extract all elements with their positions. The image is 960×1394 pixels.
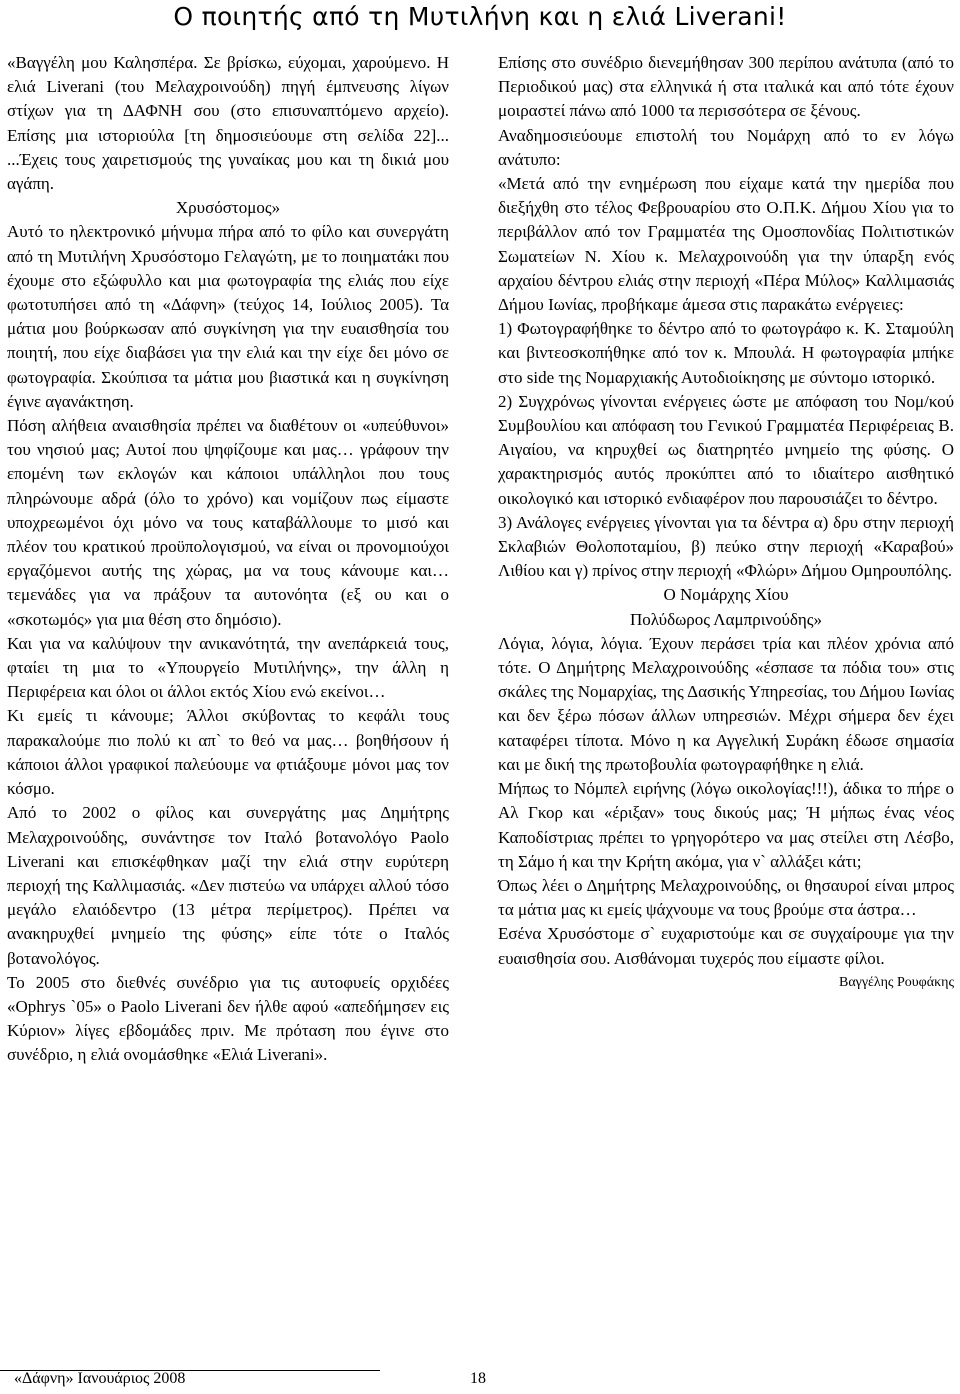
paragraph: Λόγια, λόγια, λόγια. Έχουν περάσει τρία και πλέον χρόνια από τότε. Ο Δημήτρης Μελαχροινούδης «έσπασε τα πόδια του» στις σκάλες της Νομαρχίας, της Δασικής Υπηρεσίας, του Δήμου Ιωνίας και δεν ξέρω πόσων άλλων υπηρεσιών. Μέχρι σήμερα δεν έχει καταφέρει τίποτα. Μόνο η κα Αγγελική Συράκη έδωσε σημασία και με δική της πρωτοβουλία φωτογραφήθηκε η ελιά. (498, 633, 954, 774)
paragraph: Κι εμείς τι κάνουμε; Άλλοι σκύβοντας το κεφάλι τους παρακαλούμε πιο πολύ κι απ` το θεό να μας… βοηθήσουν ή κάποιοι άλλοι γραφικοί παλεύουμε να φτιάξουμε μόνοι μας τον κόσμο. (7, 706, 449, 799)
paragraph: Από το 2002 ο φίλος και συνεργάτης μας Δημήτρης Μελαχροινούδης, συνάντησε τον Ιταλό βοτανολόγο Paolo Liverani και επισκέφθηκαν μαζί την ελιά στην ευρύτερη περιοχή της Καλλιμασιάς. «Δεν πιστεύω να υπάρχει αλλού τόσο μεγάλο ελαιόδεντρο (13 μέτρα περίμετρος). Πρέπει να ανακηρυχθεί μνημείο της φύσης» είπε τότε ο Ιταλός βοτανολόγος. (7, 803, 449, 968)
right-column (498, 51, 954, 995)
letter-signer-name: Πολύδωρος Λαμπρινούδης» (629, 609, 823, 629)
quoted-letter: «Μετά από την ενημέρωση που είχαμε κατά την ημερίδα που διεξήχθη στο τέλος Φεβρουαρίου στο Ο.Π.Κ. Δήμου Χίου για το περιβάλλον από τον Γραμματέα της Ομοσπονδίας Πολιτιστικών Σωματείων Ν. Χίου κ. Μελαχροινούδη για την ύπαρξη ενός αρχαίου δέντρου ελιάς στην περιοχή «Πέρα Μύλος» Καλλιμασιάς Δήμου Ιωνίας, προβήκαμε άμεσα στις παρακάτω ενέργειες: (498, 174, 954, 315)
paragraph: Μήπως το Νόμπελ ειρήνης (λόγω οικολογίας!!!), άδικα το πήρε ο Αλ Γκορ και «έριξαν» τους δικούς μας; Ή μήπως ένας νέος Καποδίστριας πρέπει το γρηγορότερο να μας στείλει στη Λέσβο, τη Σάμο ή και την Κρήτη ακόμα, για ν` αλλάξει κάτι; (498, 779, 954, 871)
page-number: 18 (470, 1370, 486, 1387)
left-column (7, 51, 449, 1068)
paragraph: Επίσης στο συνέδριο διενεμήθησαν 300 περίπου ανάτυπα (από το Περιοδικού μας) στα ελληνικά ή στα ιταλικά και από τότε έχουν μοιραστεί πάνω από 1000 τα περισσότερα σε ξένους. (498, 53, 954, 121)
letter-signer-title: Ο Νομάρχης Χίου (663, 585, 789, 605)
letter-item: 3) Ανάλογες ενέργειες γίνονται για τα δέντρα α) δρυ στην περιοχή Σκλαβιών Θολοποταμίου, β) πεύκο στην περιοχή «Καραβού» Λιθίου και γ) πρίνος στην περιοχή «Φλώρι» Δήμου Ομηρουπόλης. (498, 512, 954, 581)
letter-item: 2) Συγχρόνως γίνονται ενέργειες ώστε με απόφαση του Νομ/κού Συμβουλίου και απόφαση του Γενικού Γραμματέα Περιφέρειας Β. Αιγαίου, να κηρυχθεί ως διατηρητέο μνημείο της φύσης. Ο χαρακτηρισμός αυτός προκύπτει από το ιδιαίτερο αισθητικό οικολογικό και ιστορικό ενδιαφέρον που παρουσιάζει το δέντρο. (498, 391, 954, 508)
paragraph: Εσένα Χρυσόστομε σ` ευχαριστούμε και σε συγχαίρουμε για την ευαισθησία σου. Αισθάνομαι τυχερός που είμαστε φίλοι. (498, 924, 954, 968)
page-footer (0, 1370, 960, 1392)
email-signature: Χρυσόστομος» (175, 198, 281, 218)
paragraph: Και για να καλύψουν την ανικανότητά, την ανεπάρκειά τους, φταίει τη μια το «Υπουργείο Μυτιλήνης», την άλλη η Περιφέρεια και όλοι οι άλλοι εκτός Χίου ενώ εκείνοι… (7, 633, 449, 702)
footer-issue: «Δάφνη» Ιανουάριος 2008 (14, 1370, 186, 1387)
paragraph: Αναδημοσιεύουμε επιστολή του Νομάρχη από το εν λόγω ανάτυπο: (498, 125, 954, 169)
letter-item: 1) Φωτογραφήθηκε το δέντρο από το φωτογράφο κ. Κ. Σταμούλη και βιντεοσκοπήθηκε από τον κ. Μπουλά. Η φωτογραφία μπήκε στο side της Νομαρχιακής Αυτοδιοίκησης με σύντομο ιστορικό. (498, 319, 954, 387)
paragraph: Το 2005 στο διεθνές συνέδριο για τις αυτοφυείς ορχιδέες «Ophrys `05» ο Paolo Liverani δεν ήλθε αφού «απεδήμησεν εις Κύριον» λίγες εβδομάδες πριν. Με πρόταση που έγινε στο συνέδριο, η ελιά ονομάσθηκε «Ελιά Liverani». (7, 972, 449, 1065)
paragraph-email: «Βαγγέλη μου Καλησπέρα. Σε βρίσκω, εύχομαι, χαρούμενο. Η ελιά Liverani (του Μελαχροινούδη) πηγή έμπνευσης λίγων στίχων για τη ΔΑΦΝΗ σου (στο επισυναπτόμενο αρχείο). Επίσης μια ιστοριούλα [τη δημοσιεύουμε στη σελίδα 22]... ...Έχεις τους χαιρετισμούς της γυναίκας μου και τη δικιά μου αγάπη. (7, 53, 449, 194)
author-signature: Βαγγέλης Ρουφάκης (838, 974, 954, 990)
paragraph: Όπως λέει ο Δημήτρης Μελαχροινούδης, οι θησαυροί είναι μπρος τα μάτια μας κι εμείς ψάχνουμε να τους βρούμε στα άστρα… (498, 875, 954, 920)
paragraph: Αυτό το ηλεκτρονικό μήνυμα πήρα από το φίλο και συνεργάτη από τη Μυτιλήνη Χρυσόστομο Γελαγώτη, με το ποιηματάκι που έχουμε στο εξώφυλλο και μια φωτογραφία της ελιάς που είχε φωτοτυπήσει από τη «Δάφνη» (τεύχος 14, Ιούλιος 2005). Τα μάτια μου βούρκωσαν από συγκίνηση για την ευαισθησία του ποιητή, που είχε διαβάσει για την ελιά και την είχε δει μόνο σε φωτογραφία. Σκούπισα τα μάτια μου βιαστικά και η συγκίνηση έγινε αγανάκτηση. (7, 222, 449, 411)
article-title: Ο ποιητής από τη Μυτιλήνη και η ελιά Liverani! (173, 2, 787, 31)
paragraph: Πόση αλήθεια αναισθησία πρέπει να διαθέτουν οι «υπεύθυνοι» του νησιού μας; Αυτοί που ψηφίζουμε και μας… γράφουν την επομένη των εκλογών και κάποιοι υπάλληλοι που τους πληρώνουμε αδρά (όλο το χρόνο) και νομίζουν πως είμαστε υποχρεωμένοι όχι μόνο να τους καταβάλλουμε το μισό και πλέον του κρατικού προϋπολογισμού, να είναι οι προνομιούχοι εργαζόμενοι αυτής της χώρας, μα να τους κάνουμε και… τεμενάδες για να πράξουν τα αυτονόητα (εξ ου και ο «σκοτωμός» για μια θέση στο δημόσιο). (7, 416, 449, 629)
